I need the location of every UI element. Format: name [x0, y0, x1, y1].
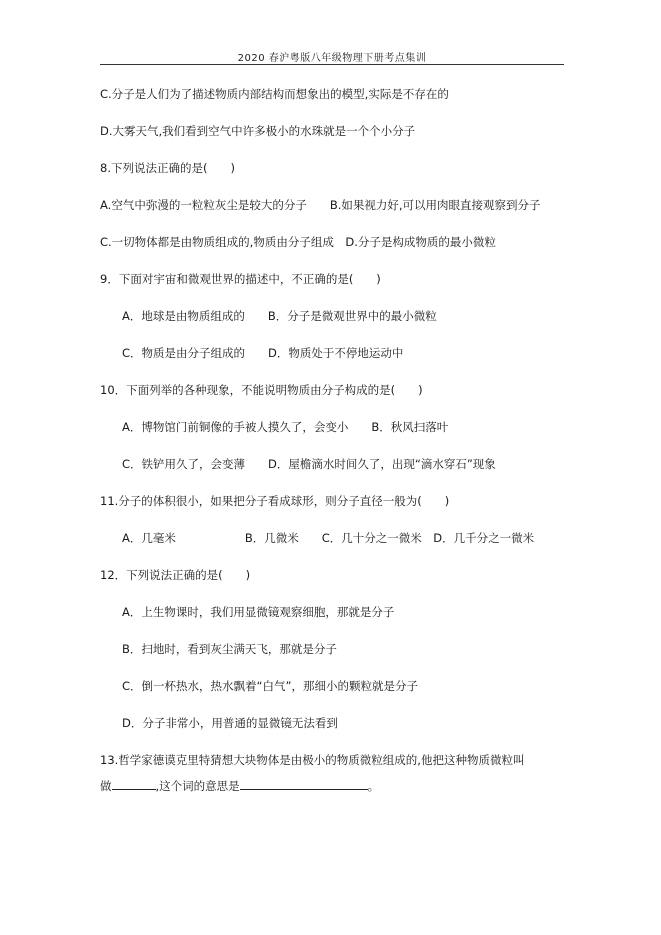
q11-options: A．几毫米 B．几微米 C．几十分之一微米 D．几千分之一微米: [122, 531, 535, 545]
q9-options-cd: C．物质是由分子组成的 D．物质处于不停地运动中: [122, 346, 404, 360]
q7-option-c: C.分子是人们为了描述物质内部结构而想象出的模型,实际是不存在的: [100, 87, 449, 101]
q13-prefix: 做: [100, 779, 112, 793]
header-title: 2020 春沪粤版八年级物理下册考点集训: [237, 53, 427, 64]
q11-stem: 11.分子的体积很小，如果把分子看成球形，则分子直径一般为( ): [100, 494, 450, 508]
q7-option-d: D.大雾天气,我们看到空气中许多极小的水珠就是一个个小分子: [100, 124, 416, 138]
q10-options-cd: C．铁铲用久了，会变薄 D．屋檐滴水时间久了，出现“滴水穿石”现象: [122, 457, 496, 471]
q13-answer-blank-1: [112, 778, 156, 790]
q13-stem: 13.哲学家德谟克里特猜想大块物体是由极小的物质微粒组成的,他把这种物质微粒叫: [100, 753, 525, 767]
q13-fill-line: [100, 778, 379, 794]
header-divider: [100, 64, 564, 65]
q8-options-ab: A.空气中弥漫的一粒粒灰尘是较大的分子 B.如果视力好,可以用肉眼直接观察到分子: [100, 198, 541, 212]
q8-stem: 8.下列说法正确的是( ): [100, 161, 235, 175]
q12-option-c: C．倒一杯热水，热水飘着“白气”，那细小的颗粒就是分子: [122, 679, 418, 693]
q10-options-ab: A．博物馆门前铜像的手被人摸久了，会变小 B．秋风扫落叶: [122, 420, 449, 434]
q10-stem: 10．下面列举的各种现象，不能说明物质由分子构成的是( ): [100, 383, 423, 397]
q13-middle: ,这个词的意思是: [155, 779, 240, 793]
q9-stem: 9．下面对宇宙和微观世界的描述中，不正确的是( ): [100, 272, 381, 286]
q13-answer-blank-2: [240, 778, 368, 790]
q12-option-b: B．扫地时，看到灰尘满天飞，那就是分子: [122, 642, 337, 656]
q12-option-a: A．上生物课时，我们用显微镜观察细胞，那就是分子: [122, 605, 395, 619]
q12-stem: 12．下列说法正确的是( ): [100, 568, 251, 582]
q12-option-d: D．分子非常小，用普通的显微镜无法看到: [122, 716, 338, 730]
q9-options-ab: A．地球是由物质组成的 B．分子是微观世界中的最小微粒: [122, 309, 437, 323]
q13-suffix: 。: [367, 779, 380, 793]
q8-options-cd: C.一切物体都是由物质组成的,物质由分子组成 D.分子是构成物质的最小微粒: [100, 235, 496, 249]
